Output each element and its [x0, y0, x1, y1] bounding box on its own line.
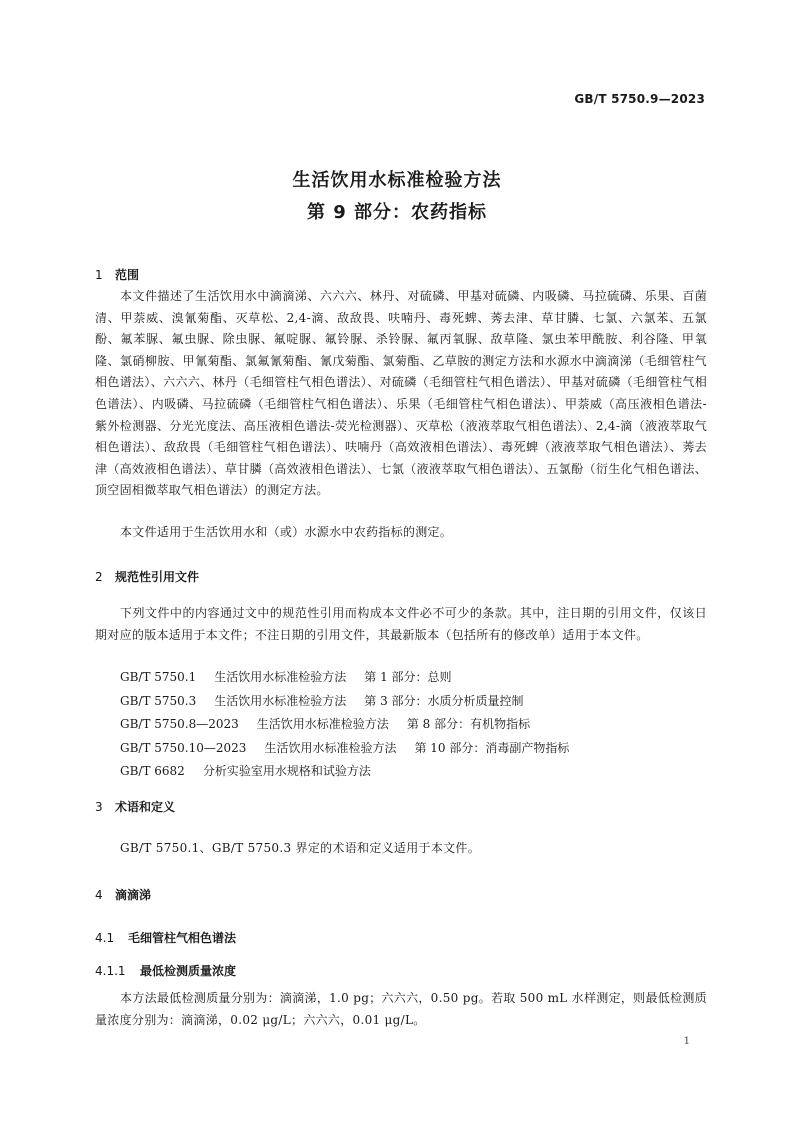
reference-code: GB/T 5750.1: [120, 670, 197, 684]
standard-code: GB/T 5750.9—2023: [574, 92, 705, 106]
section-heading-normative-references: [95, 568, 199, 585]
section-title: 毛细管柱气相色谱法: [128, 931, 237, 945]
section-number: 4: [95, 888, 103, 902]
reference-title: 生活饮用水标准检验方法: [264, 740, 397, 755]
subsection-heading-min-detection: [95, 962, 236, 979]
reference-code: GB/T 5750.10—2023: [120, 740, 247, 755]
section-number: 2: [95, 570, 103, 584]
reference-code: GB/T 5750.8—2023: [120, 717, 239, 731]
reference-item: [120, 739, 569, 763]
section-title: 范围: [115, 268, 140, 282]
reference-item: [120, 715, 569, 739]
section-heading-scope: [95, 266, 139, 283]
reference-title: 生活饮用水标准检验方法: [214, 693, 347, 708]
min-detection-paragraph: 本方法最低检测质量分别为：滴滴涕，1.0 pg；六六六，0.50 pg。若取 500 mL 水样测定，则最低检测质量浓度分别为：滴滴涕，0.02 μg/L；六六六，0.01 μg/L。: [95, 991, 707, 1027]
document-title: 生活饮用水标准检验方法: [292, 170, 502, 191]
reference-title: 生活饮用水标准检验方法: [214, 670, 347, 684]
section-number: 3: [95, 800, 103, 814]
reference-part: 第 1 部分：总则: [364, 670, 452, 684]
reference-item: [120, 692, 569, 716]
reference-part: 第 10 部分：消毒副产物指标: [414, 740, 570, 755]
section-number: 1: [95, 268, 103, 282]
reference-code: GB/T 6682: [120, 764, 185, 778]
subsection-heading-capillary-gc: [95, 929, 236, 946]
reference-item: [120, 762, 569, 786]
section-heading-terms-definitions: [95, 798, 175, 815]
reference-item: [120, 668, 569, 692]
reference-part: 第 3 部分：水质分析质量控制: [364, 693, 524, 708]
section-title: 术语和定义: [115, 800, 176, 814]
section-heading-ddt: [95, 886, 151, 903]
terms-definitions-paragraph: GB/T 5750.1、GB/T 5750.3 界定的术语和定义适用于本文件。: [120, 841, 481, 855]
page-number: 1: [683, 1036, 690, 1047]
reference-title: 分析实验室用水规格和试验方法: [202, 764, 371, 778]
section-title: 最低检测质量浓度: [140, 964, 237, 978]
section-number: 4.1.1: [95, 964, 126, 978]
reference-title: 生活饮用水标准检验方法: [256, 717, 389, 731]
reference-list: [120, 668, 569, 786]
document-subtitle: 第 9 部分：农药指标: [306, 202, 488, 223]
section-number: 4.1: [95, 931, 115, 945]
section-title: 规范性引用文件: [115, 570, 200, 584]
scope-paragraph: 本文件描述了生活饮用水中滴滴涕、六六六、林丹、对硫磷、甲基对硫磷、内吸磷、马拉硫磷、乐果、百菌清、甲萘威、溴氰菊酯、灭草松、2,4-滴、敌敌畏、呋喃丹、毒死蜱、莠去津、草甘膦、七氯、六氯苯、五氯酚、氟苯脲、氟虫脲、除虫脲、氟啶脲、氟铃脲、杀铃脲、氟丙氧脲、敌草隆、氯虫苯甲酰胺、利谷隆、甲氧隆、氯硝柳胺、甲氰菊酯、氯氟氰菊酯、氰戊菊酯、氯菊酯、乙草胺的测定方法和水源水中滴滴涕（毛细管柱气相色谱法）、六六六、林丹（毛细管柱气相色谱法）、对硫磷（毛细管柱气相色谱法）、甲基对硫磷（毛细管柱气相色谱法）、内吸磷、马拉硫磷（毛细管柱气相色谱法）、乐果（毛细管柱气相色谱法）、甲萘威（高压液相色谱法-紫外检测器、分光光度法、高压液相色谱法-荧光检测器）、灭草松（液液萃取气相色谱法）、2,4-滴（液液萃取气相色谱法）、敌敌畏（毛细管柱气相色谱法）、呋喃丹（高效液相色谱法）、毒死蜱（液液萃取气相色谱法）、莠去津（高效液相色谱法）、草甘膦（高效液相色谱法）、七氯（液液萃取气相色谱法）、五氯酚（衍生化气相色谱法、顶空固相微萃取气相色谱法）的测定方法。: [95, 289, 707, 498]
section-title: 滴滴涕: [115, 888, 152, 902]
reference-code: GB/T 5750.3: [120, 693, 197, 708]
normative-references-paragraph: 下列文件中的内容通过文中的规范性引用而构成本文件必不可少的条款。其中，注日期的引用文件，仅该日期对应的版本适用于本文件；不注日期的引用文件，其最新版本（包括所有的修改单）适用于本文件。: [95, 606, 707, 642]
reference-part: 第 8 部分：有机物指标: [406, 717, 531, 731]
scope-applicability-paragraph: 本文件适用于生活饮用水和（或）水源水中农药指标的测定。: [120, 525, 453, 539]
